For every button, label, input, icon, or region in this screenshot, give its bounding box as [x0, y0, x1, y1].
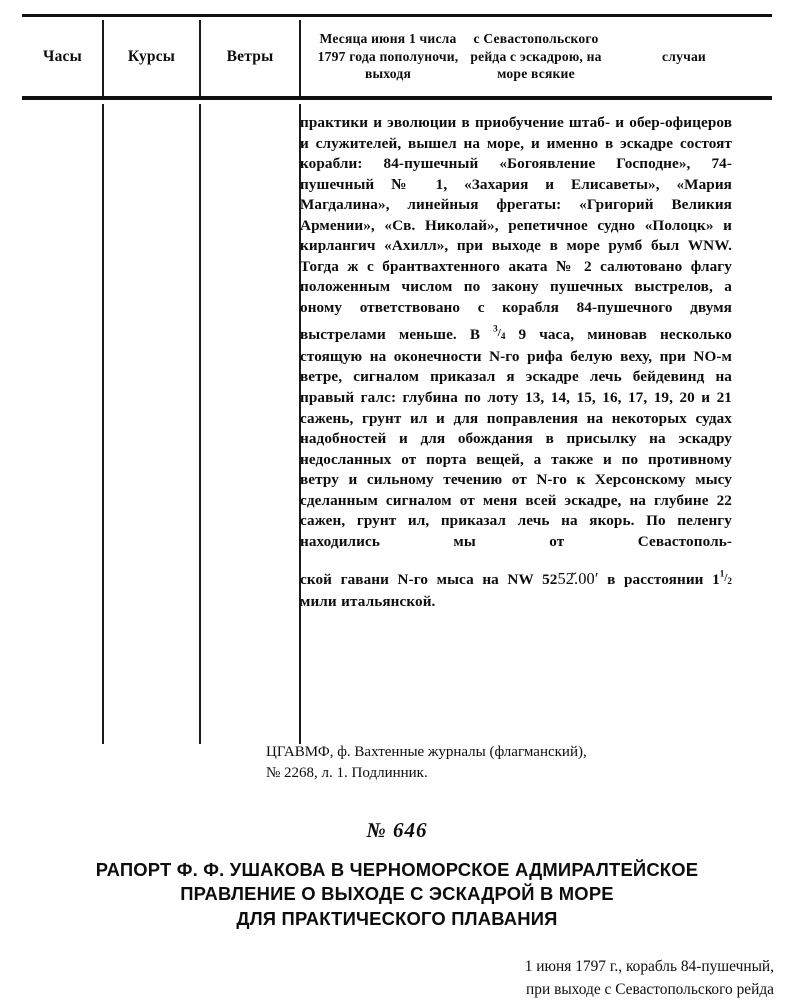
- fraction-denominator: 4: [500, 331, 506, 342]
- column-header-hours: Часы: [43, 47, 82, 65]
- table-header-rule: [22, 96, 772, 100]
- entry-paragraph-2-part-c: мили итальянской.: [300, 592, 436, 610]
- entry-paragraph-1: [300, 113, 732, 552]
- header-divider-1: [102, 20, 104, 96]
- column-header-winds: Ветры: [226, 47, 274, 65]
- bearing-value: 52̆.00′: [557, 569, 599, 589]
- dateline-line-1: 1 июня 1797 г., корабль 84-пушечный,: [524, 958, 774, 975]
- events-header-line-3: случаи: [662, 48, 706, 64]
- entry-paragraph-1-part-a: практики и эволюции в приобучение штаб- и обер-офицеров и служителей, вышел на море, и именно в эскадре состоят корабли: 84-пушечный «Богоявление Господне», 74-пушечный № 1, «Захария и Елисаветы», «Мария Магдалина», линейныя фрегаты: «Григорий Великия Армении», «Св. Николай», репетичное судно «Полоцк» и кирлангич «Ахилл», при выходе в море румб был WNW. Тогда ж с брантвахтенного аката № 2 салютовано флагу положенным числом по закону пушечных выстрелов, а оному ответствовано с корабля 84-пушечного двумя выстрелами меньше. В: [300, 114, 732, 344]
- fraction-numerator: 3: [493, 323, 498, 334]
- fraction-three-quarters: 3/4: [493, 323, 506, 342]
- document-number: № 646: [366, 818, 428, 842]
- document-dateline: [304, 955, 774, 1001]
- fraction-denominator: 2: [727, 576, 732, 587]
- entry-paragraph-2-part-a: ской гавани N-го мыса на NW 52: [300, 571, 558, 589]
- dateline-line-2: при выходе с Севастопольского рейда: [526, 981, 774, 998]
- header-divider-3: [299, 20, 301, 96]
- fraction-one-half: 1/2: [719, 568, 732, 587]
- header-divider-2: [199, 20, 201, 96]
- journal-entry-text: [300, 113, 732, 612]
- entry-paragraph-1-part-b: 9 часа, миновав несколько стоящую на оконечности N-го рифа белую веху, при NO-м ветре, сигналом приказал я эскадре лечь бейдевинд на правый галс: глубина по лоту 13, 14, 15, 16, 17, 19, 20 и 21 сажень, грунт ил и для поправления на некоторых судах надобностей и для обождания в присылку на эскадру недосланных от порта вещей, а также и по противному ветру и сильному течению от N-го к Херсонскому мысу сделанным сигналом от меня всей эскадре, на глубине 22 сажен, грунт ил, приказал лечь на якорь. По пеленгу находились мы от Севастополь-: [300, 326, 732, 550]
- column-header-courses: Курсы: [127, 47, 176, 65]
- citation-line-2: № 2268, л. 1. Подлинник.: [266, 765, 428, 781]
- entry-paragraph-2: [300, 563, 732, 612]
- entry-paragraph-2-part-b: в расстоянии 1: [598, 571, 720, 589]
- document-title-line-1: РАПОРТ Ф. Ф. УШАКОВА В ЧЕРНОМОРСКОЕ АДМИРАЛТЕЙСКОЕ: [95, 859, 699, 880]
- fraction-numerator: 1: [719, 568, 725, 579]
- events-header-line-2: с Севастопольского рейда с эскадрою, на море всякие: [470, 30, 602, 82]
- table-header-row: [22, 17, 772, 96]
- document-title-line-3: ДЛЯ ПРАКТИЧЕСКОГО ПЛАВАНИЯ: [236, 907, 558, 929]
- document-title-line-2: ПРАВЛЕНИЕ О ВЫХОДЕ С ЭСКАДРОЙ В МОРЕ: [180, 883, 614, 905]
- column-header-events: [300, 17, 772, 96]
- body-divider-1: [102, 104, 104, 744]
- events-header-line-1: Месяца июня 1 числа 1797 года пополуночи, выходя: [317, 30, 459, 82]
- citation-line-1: ЦГАВМФ, ф. Вахтенные журналы (флагманский),: [266, 744, 587, 760]
- body-divider-2: [199, 104, 201, 744]
- document-title: [20, 858, 774, 931]
- archive-citation: [266, 742, 736, 784]
